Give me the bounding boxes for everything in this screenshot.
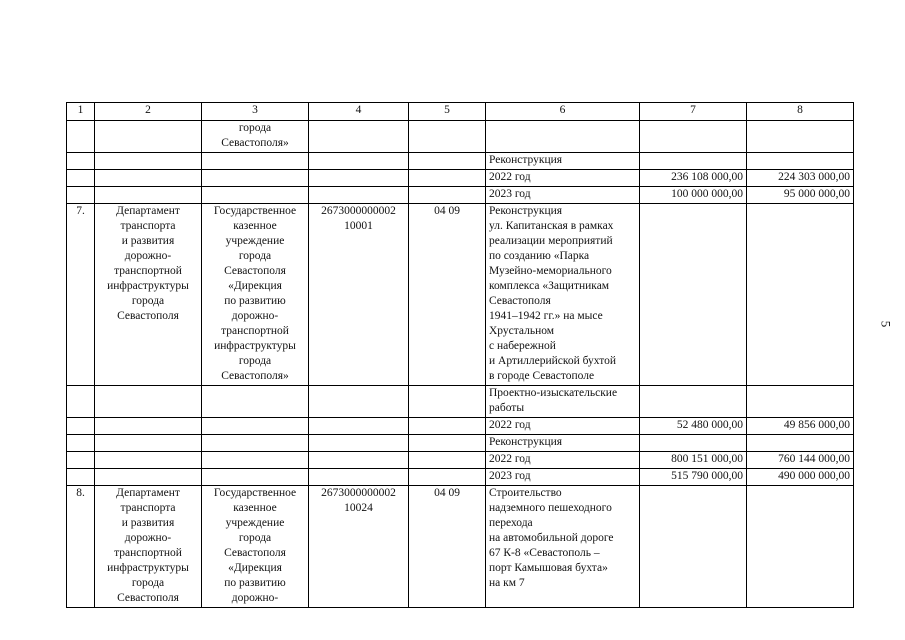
code-cell: 2673000000002 10024 (309, 486, 409, 608)
object-description-cell: Реконструкция ул. Капитанская в рамках реализации мероприятий по созданию «Парка Музейно-мемориального комплекса «Защитникам Севастополя 1941–1942 гг.» на мысе Хрустальном с набережной и Артиллерийской бухтой в городе Севастополе (486, 204, 640, 386)
cell (747, 204, 854, 386)
code-cell: 2673000000002 10001 (309, 204, 409, 386)
cell (95, 435, 202, 452)
cell (640, 204, 747, 386)
item-number-cell: 8. (67, 486, 95, 608)
header-cell: 1 (67, 103, 95, 121)
cell (309, 452, 409, 469)
cell (409, 153, 486, 170)
header-cell: 7 (640, 103, 747, 121)
table-row (67, 170, 854, 187)
cell (202, 170, 309, 187)
cell (202, 386, 309, 418)
year-cell: 2023 год (486, 469, 640, 486)
executor-cell: Государственное казенное учреждение города Севастополя «Дирекция по развитию дорожно- (202, 486, 309, 608)
cell (486, 121, 640, 153)
page-number: 5 (878, 320, 894, 328)
cell (95, 386, 202, 418)
year-cell: 2022 год (486, 170, 640, 187)
cell (95, 170, 202, 187)
cell (67, 469, 95, 486)
table-row (67, 469, 854, 486)
object-description-cell: Строительство надземного пешеходного перехода на автомобильной дороге 67 К-8 «Севастополь – порт Камышовая бухта» на км 7 (486, 486, 640, 608)
cell (747, 386, 854, 418)
table-row (67, 418, 854, 435)
cell (67, 386, 95, 418)
customer-cell: Департамент транспорта и развития дорожно- транспортной инфраструктуры города Севастополя (95, 486, 202, 608)
cell (67, 170, 95, 187)
cell (309, 153, 409, 170)
amount-cell: 52 480 000,00 (640, 418, 747, 435)
table-row (67, 187, 854, 204)
cell (409, 452, 486, 469)
cell (309, 469, 409, 486)
year-cell: 2023 год (486, 187, 640, 204)
cell (747, 121, 854, 153)
cell (202, 153, 309, 170)
cell (95, 418, 202, 435)
section-code-cell: 04 09 (409, 486, 486, 608)
header-cell: 3 (202, 103, 309, 121)
cell (409, 386, 486, 418)
cell (640, 386, 747, 418)
program-table (66, 102, 854, 608)
customer-cell: Департамент транспорта и развития дорожно- транспортной инфраструктуры города Севастополя (95, 204, 202, 386)
work-type-cell: Реконструкция (486, 153, 640, 170)
amount-cell: 95 000 000,00 (747, 187, 854, 204)
cell (409, 469, 486, 486)
table-row (67, 204, 854, 386)
cell (309, 170, 409, 187)
cell (67, 153, 95, 170)
header-cell: 6 (486, 103, 640, 121)
cell (640, 121, 747, 153)
cell (202, 418, 309, 435)
cell (747, 153, 854, 170)
cell (202, 435, 309, 452)
executor-cell: Государственное казенное учреждение города Севастополя «Дирекция по развитию дорожно- транспортной инфраструктуры города Севастополя» (202, 204, 309, 386)
year-cell: 2022 год (486, 418, 640, 435)
amount-cell: 49 856 000,00 (747, 418, 854, 435)
amount-cell: 800 151 000,00 (640, 452, 747, 469)
cell (640, 486, 747, 608)
amount-cell: 760 144 000,00 (747, 452, 854, 469)
year-cell: 2022 год (486, 452, 640, 469)
table-row (67, 121, 854, 153)
amount-cell: 100 000 000,00 (640, 187, 747, 204)
amount-cell: 515 790 000,00 (640, 469, 747, 486)
cell (409, 187, 486, 204)
work-type-cell: Проектно-изыскательские работы (486, 386, 640, 418)
cell (409, 170, 486, 187)
table-row (67, 153, 854, 170)
header-cell: 5 (409, 103, 486, 121)
cell (640, 153, 747, 170)
cell (202, 452, 309, 469)
cell (95, 153, 202, 170)
cell (95, 121, 202, 153)
cell (67, 452, 95, 469)
cell (95, 187, 202, 204)
amount-cell: 224 303 000,00 (747, 170, 854, 187)
cell (747, 486, 854, 608)
cell (95, 452, 202, 469)
cell (67, 418, 95, 435)
item-number-cell: 7. (67, 204, 95, 386)
cell (309, 121, 409, 153)
table-row (67, 435, 854, 452)
cell (309, 386, 409, 418)
cell (67, 187, 95, 204)
section-code-cell: 04 09 (409, 204, 486, 386)
cell (409, 121, 486, 153)
header-row (67, 103, 854, 121)
amount-cell: 236 108 000,00 (640, 170, 747, 187)
amount-cell: 490 000 000,00 (747, 469, 854, 486)
header-cell: 4 (309, 103, 409, 121)
cell (202, 187, 309, 204)
cell (67, 121, 95, 153)
cell (67, 435, 95, 452)
table-row (67, 452, 854, 469)
cell (640, 435, 747, 452)
cell (95, 469, 202, 486)
cell (202, 469, 309, 486)
cell (309, 435, 409, 452)
cell (309, 187, 409, 204)
cell (409, 418, 486, 435)
table-row (67, 486, 854, 608)
cell (409, 435, 486, 452)
work-type-cell: Реконструкция (486, 435, 640, 452)
header-cell: 2 (95, 103, 202, 121)
table-row (67, 386, 854, 418)
executor-cell: города Севастополя» (202, 121, 309, 153)
cell (309, 418, 409, 435)
cell (747, 435, 854, 452)
header-cell: 8 (747, 103, 854, 121)
